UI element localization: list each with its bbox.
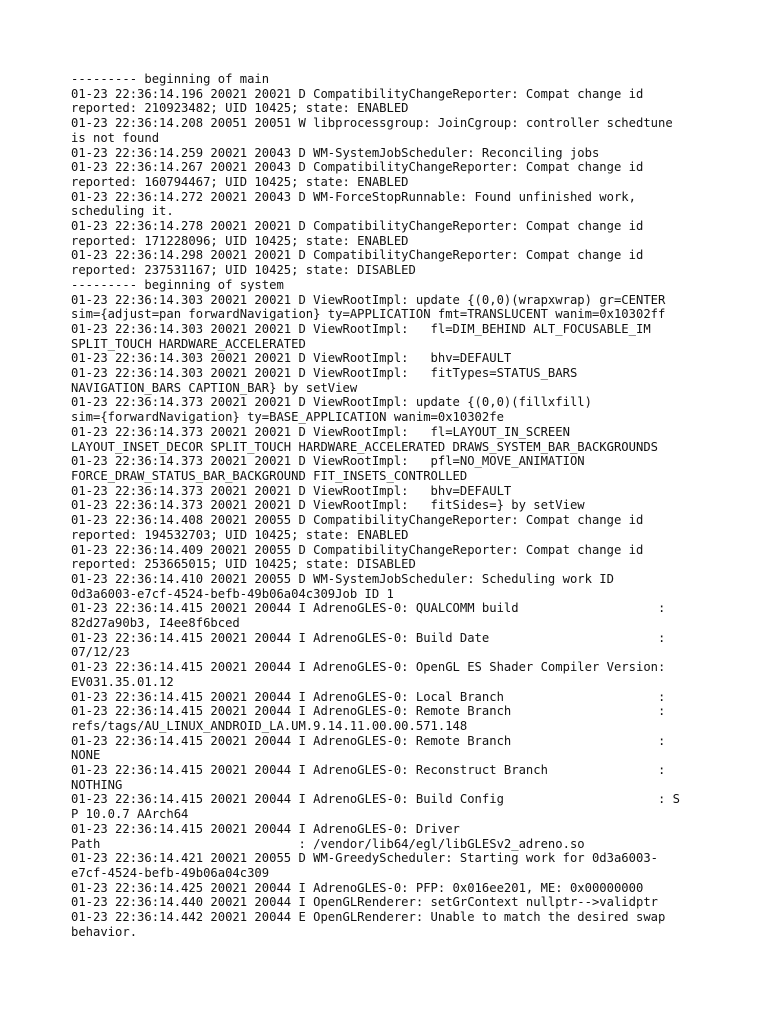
log-body xyxy=(71,72,711,939)
log-line: is not found xyxy=(71,130,160,145)
log-line: 01-23 22:36:14.272 20021 20043 D WM-ForceStopRunnable: Found unfinished work, xyxy=(71,189,636,204)
log-line: 01-23 22:36:14.303 20021 20021 D ViewRootImpl: fl=DIM_BEHIND ALT_FOCUSABLE_IM xyxy=(71,321,651,336)
log-line: reported: 253665015; UID 10425; state: DISABLED xyxy=(71,557,416,572)
log-line: reported: 194532703; UID 10425; state: ENABLED xyxy=(71,527,409,542)
log-line: 01-23 22:36:14.373 20021 20021 D ViewRootImpl: fl=LAYOUT_IN_SCREEN xyxy=(71,424,570,439)
log-line: 01-23 22:36:14.303 20021 20021 D ViewRootImpl: bhv=DEFAULT xyxy=(71,351,512,366)
log-line: NONE xyxy=(71,748,101,763)
log-line: 01-23 22:36:14.278 20021 20021 D CompatibilityChangeReporter: Compat change id xyxy=(71,219,644,234)
log-line: 01-23 22:36:14.208 20051 20051 W libprocessgroup: JoinCgroup: controller schedtune xyxy=(71,116,673,131)
log-line: --------- beginning of main xyxy=(71,72,270,86)
log-line: 01-23 22:36:14.415 20021 20044 I AdrenoGLES-0: Local Branch : xyxy=(71,689,666,704)
log-line: 01-23 22:36:14.303 20021 20021 D ViewRootImpl: update {(0,0)(wrapxwrap) gr=CENTER xyxy=(71,292,666,307)
log-line: 01-23 22:36:14.442 20021 20044 E OpenGLRenderer: Unable to match the desired swap xyxy=(71,910,666,925)
log-line: FORCE_DRAW_STATUS_BAR_BACKGROUND FIT_INSETS_CONTROLLED xyxy=(71,468,468,483)
log-line: EV031.35.01.12 xyxy=(71,674,174,689)
log-line: 01-23 22:36:14.440 20021 20044 I OpenGLRenderer: setGrContext nullptr-->validptr xyxy=(71,895,658,910)
log-line: 01-23 22:36:14.373 20021 20021 D ViewRootImpl: update {(0,0)(fillxfill) xyxy=(71,395,592,410)
log-line: 01-23 22:36:14.196 20021 20021 D CompatibilityChangeReporter: Compat change id xyxy=(71,86,644,101)
log-line: P 10.0.7 AArch64 xyxy=(71,807,189,822)
log-line: 01-23 22:36:14.409 20021 20055 D CompatibilityChangeReporter: Compat change id xyxy=(71,542,644,557)
log-line: refs/tags/AU_LINUX_ANDROID_LA.UM.9.14.11.00.00.571.148 xyxy=(71,718,468,733)
log-line: 01-23 22:36:14.303 20021 20021 D ViewRootImpl: fitTypes=STATUS_BARS xyxy=(71,366,578,381)
log-line: SPLIT_TOUCH HARDWARE_ACCELERATED xyxy=(71,336,306,351)
log-line: 01-23 22:36:14.415 20021 20044 I AdrenoGLES-0: Build Date : xyxy=(71,630,666,645)
log-line: 01-23 22:36:14.415 20021 20044 I AdrenoGLES-0: Build Config : S xyxy=(71,792,681,807)
log-line: 82d27a90b3, I4ee8f6bced xyxy=(71,616,240,631)
log-line: sim={adjust=pan forwardNavigation} ty=APPLICATION fmt=TRANSLUCENT wanim=0x10302ff xyxy=(71,307,666,322)
log-line: sim={forwardNavigation} ty=BASE_APPLICATION wanim=0x10302fe xyxy=(71,410,504,425)
log-page xyxy=(71,72,711,939)
log-line: --------- beginning of system xyxy=(71,277,284,292)
log-line: 07/12/23 xyxy=(71,645,130,660)
log-line: 01-23 22:36:14.415 20021 20044 I AdrenoGLES-0: OpenGL ES Shader Compiler Version: xyxy=(71,660,666,675)
log-line: reported: 160794467; UID 10425; state: ENABLED xyxy=(71,174,409,189)
log-line: 01-23 22:36:14.267 20021 20043 D CompatibilityChangeReporter: Compat change id xyxy=(71,160,644,175)
log-line: 01-23 22:36:14.415 20021 20044 I AdrenoGLES-0: Driver xyxy=(71,821,460,836)
log-line: 01-23 22:36:14.373 20021 20021 D ViewRootImpl: pfl=NO_MOVE_ANIMATION xyxy=(71,454,585,469)
log-line: 01-23 22:36:14.298 20021 20021 D CompatibilityChangeReporter: Compat change id xyxy=(71,248,644,263)
log-line: LAYOUT_INSET_DECOR SPLIT_TOUCH HARDWARE_ACCELERATED DRAWS_SYSTEM_BAR_BACKGROUNDS xyxy=(71,439,658,454)
log-line: NAVIGATION_BARS CAPTION_BAR} by setView xyxy=(71,380,358,395)
log-line: 01-23 22:36:14.415 20021 20044 I AdrenoGLES-0: Remote Branch : xyxy=(71,733,666,748)
log-line: 01-23 22:36:14.373 20021 20021 D ViewRootImpl: bhv=DEFAULT xyxy=(71,483,512,498)
log-line: 01-23 22:36:14.410 20021 20055 D WM-SystemJobScheduler: Scheduling work ID xyxy=(71,571,614,586)
log-line: 01-23 22:36:14.425 20021 20044 I AdrenoGLES-0: PFP: 0x016ee201, ME: 0x00000000 xyxy=(71,880,644,895)
log-line: 01-23 22:36:14.259 20021 20043 D WM-SystemJobScheduler: Reconciling jobs xyxy=(71,145,600,160)
log-line: 01-23 22:36:14.373 20021 20021 D ViewRootImpl: fitSides=} by setView xyxy=(71,498,585,513)
log-line: 01-23 22:36:14.415 20021 20044 I AdrenoGLES-0: QUALCOMM build : xyxy=(71,601,666,616)
log-line: 01-23 22:36:14.415 20021 20044 I AdrenoGLES-0: Remote Branch : xyxy=(71,704,666,719)
log-line: NOTHING xyxy=(71,777,123,792)
log-line: Path : /vendor/lib64/egl/libGLESv2_adreno.so xyxy=(71,836,585,851)
log-line: reported: 210923482; UID 10425; state: ENABLED xyxy=(71,101,409,116)
log-line: 01-23 22:36:14.408 20021 20055 D CompatibilityChangeReporter: Compat change id xyxy=(71,513,644,528)
log-line: reported: 171228096; UID 10425; state: ENABLED xyxy=(71,233,409,248)
log-line: 01-23 22:36:14.415 20021 20044 I AdrenoGLES-0: Reconstruct Branch : xyxy=(71,763,666,778)
log-line: scheduling it. xyxy=(71,204,174,219)
log-line: 0d3a6003-e7cf-4524-befb-49b06a04c309Job ID 1 xyxy=(71,586,394,601)
log-line: 01-23 22:36:14.421 20021 20055 D WM-GreedyScheduler: Starting work for 0d3a6003- xyxy=(71,851,658,866)
log-line: behavior. xyxy=(71,924,138,939)
log-line: e7cf-4524-befb-49b06a04c309 xyxy=(71,865,270,880)
log-line: reported: 237531167; UID 10425; state: DISABLED xyxy=(71,263,416,278)
